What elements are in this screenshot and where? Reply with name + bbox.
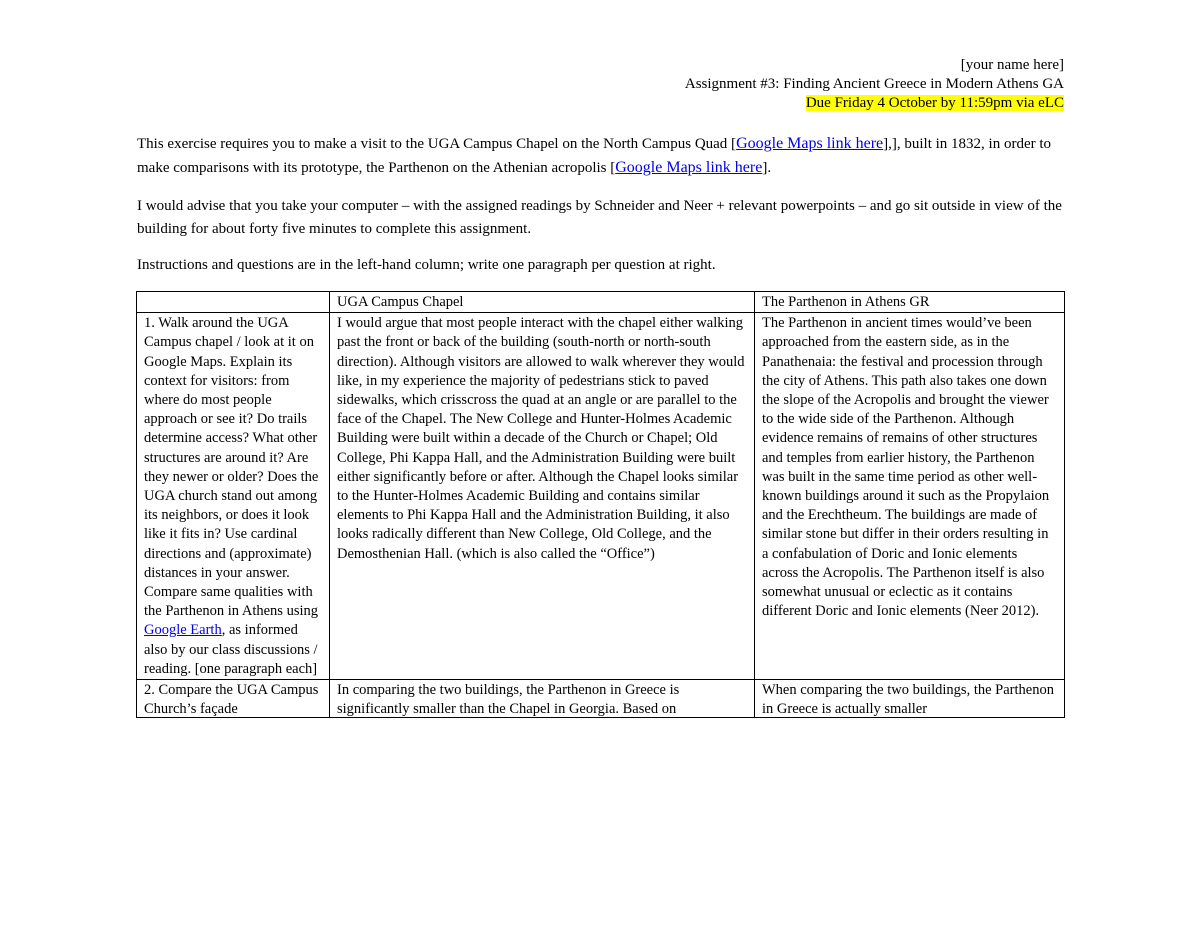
chapel-map-link[interactable]: Google Maps link here bbox=[736, 135, 884, 152]
question-2-text: 2. Compare the UGA Campus Church’s façade bbox=[144, 682, 319, 718]
intro-text-end: ]. bbox=[762, 160, 772, 176]
intro-paragraph-advice: I would advise that you take your computer – with the assigned readings by Schneider and Neer + relevant powerpoints – and go sit outside in view of the building for about forty five minutes to complete this assignment. bbox=[137, 198, 1062, 237]
answer-2-parthenon-text: When comparing the two buildings, the Parthenon in Greece is actually smaller bbox=[762, 682, 1054, 718]
header-cell-chapel: UGA Campus Chapel bbox=[330, 292, 755, 313]
question-2-cell bbox=[137, 680, 330, 718]
intro-paragraph-visit bbox=[137, 132, 1067, 180]
question-1-cell bbox=[137, 313, 330, 680]
answer-1-parthenon-cell[interactable]: The Parthenon in ancient times would’ve been approached from the eastern side, as in the Panathenaia: the festival and procession through the city of Athens. This path also takes one down the slope of the Acropolis and brought the viewer to the wide side of the Parthenon. Although evidence remains of remains of other structures and temples from earlier history, the Parthenon was built in the same time period as other well-known buildings around it such as the Propylaion and the Erechtheum. The buildings are made of similar stone but differ in their orders resulting in a confabulation of Doric and Ionic elements across the Acropolis. The Parthenon itself is also somewhat unusual or eclectic as it contains different Doric and Ionic elements (Neer 2012). bbox=[755, 313, 1065, 680]
document-header bbox=[685, 56, 1064, 113]
header-cell-parthenon: The Parthenon in Athens GR bbox=[755, 292, 1065, 313]
page-bottom-margin bbox=[120, 810, 1100, 927]
question-1-text-end: , as informed also by our class discussions / reading. [one paragraph each] bbox=[144, 622, 318, 677]
answer-1-chapel-cell[interactable]: I would argue that most people interact with the chapel either walking past the front or back of the building (south-north or north-south direction). Although visitors are allowed to walk wherever they would like, in my experience the majority of pedestrians stick to paved sidewalks, which crisscross the quad at an angle or are parallel to the face of the Chapel. The New College and Hunter-Holmes Academic Building were built within a decade of the Church or Chapel; Old College, Phi Kappa Hall, and the Administration Building were built either significantly before or after. Although the Chapel looks similar to the Hunter-Holmes Academic Building and contains similar elements to Phi Kappa Hall and the Administration Building, it also looks radically different than New College, Old College, and the Demosthenian Hall. (which is also called the “Office”) bbox=[330, 313, 755, 680]
assignment-title: Assignment #3: Finding Ancient Greece in Modern Athens GA bbox=[684, 76, 1064, 92]
intro-paragraph-instructions: Instructions and questions are in the left-hand column; write one paragraph per question at right. bbox=[137, 257, 716, 273]
comparison-table bbox=[136, 291, 1065, 718]
intro-text-start: This exercise requires you to make a visit to the UGA Campus Chapel on the North Campus Quad [ bbox=[137, 136, 737, 152]
answer-2-chapel-text: In comparing the two buildings, the Parthenon in Greece is significantly smaller than the Chapel in Georgia. Based on bbox=[337, 682, 680, 718]
table-header-row bbox=[137, 292, 1065, 313]
student-name: [your name here] bbox=[960, 57, 1064, 73]
parthenon-map-link[interactable]: Google Maps link here bbox=[615, 159, 763, 176]
intro-text-middle: ],], built in 1832, in order to make comparisons with its prototype, the Parthenon on the Athenian acropolis [ bbox=[137, 136, 1052, 176]
question-1-text: 1. Walk around the UGA Campus chapel / look at it on Google Maps. Explain its context for visitors: from where do most people approach or see it? Do trails determine access? What other structures are around it? Are they newer or older? Does the UGA church stand out among its neighbors, or does it look like it fits in? Use cardinal directions and (approximate) distances in your answer. Compare same qualities with the Parthenon in Athens using bbox=[144, 315, 319, 620]
google-earth-link[interactable]: Google Earth bbox=[144, 622, 222, 639]
answer-2-parthenon-cell[interactable] bbox=[755, 680, 1065, 718]
table-row bbox=[137, 313, 1065, 680]
table-row bbox=[137, 680, 1065, 718]
due-date-highlight: Due Friday 4 October by 11:59pm via eLC bbox=[805, 95, 1064, 111]
answer-2-chapel-cell[interactable] bbox=[330, 680, 755, 718]
header-cell-empty bbox=[137, 292, 330, 313]
